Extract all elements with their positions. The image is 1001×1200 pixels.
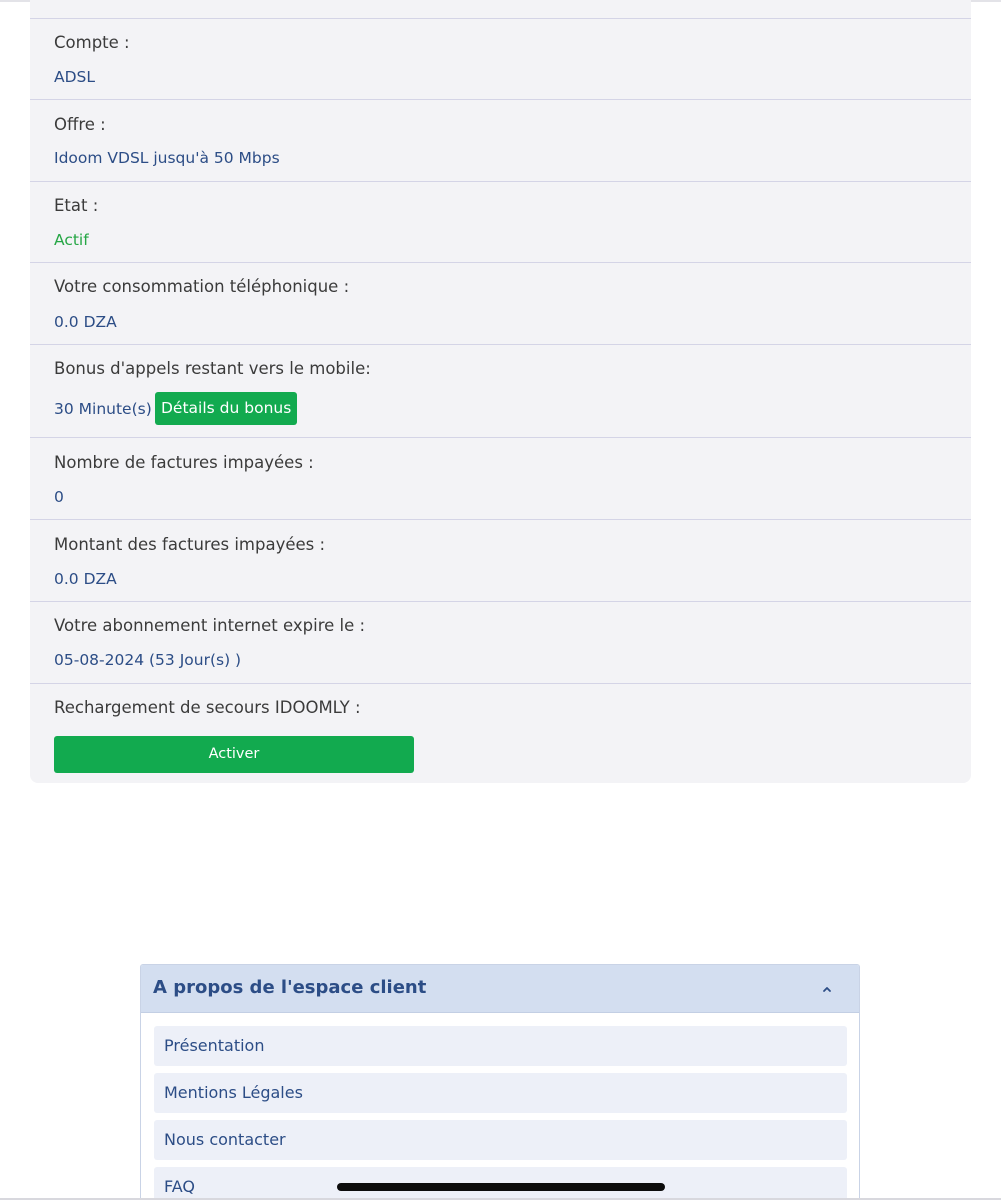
label-factures-montant: Montant des factures impayées : bbox=[54, 535, 326, 554]
about-panel bbox=[140, 964, 860, 1200]
row-etat bbox=[30, 181, 971, 263]
label-factures-count: Nombre de factures impayées : bbox=[54, 453, 314, 472]
label-etat: Etat : bbox=[54, 196, 99, 215]
value-bonus: 30 Minute(s) bbox=[54, 400, 152, 418]
chevron-up-icon[interactable] bbox=[822, 984, 832, 994]
about-item-presentation[interactable] bbox=[154, 1026, 847, 1066]
about-item-label: Mentions Légales bbox=[164, 1083, 303, 1102]
about-item-label: Présentation bbox=[164, 1036, 265, 1055]
row-rechargement bbox=[30, 683, 971, 783]
status-active: Actif bbox=[54, 231, 89, 249]
value-factures-montant: 0.0 DZA bbox=[54, 570, 117, 588]
about-item-label: FAQ bbox=[164, 1177, 195, 1196]
home-indicator[interactable] bbox=[337, 1183, 665, 1191]
row-expiration bbox=[30, 601, 971, 684]
row-bonus bbox=[30, 344, 971, 438]
value-compte: ADSL bbox=[54, 68, 96, 86]
row-compte bbox=[30, 18, 971, 100]
label-offre: Offre : bbox=[54, 115, 106, 134]
about-panel-header[interactable] bbox=[141, 965, 859, 1013]
label-compte: Compte : bbox=[54, 33, 130, 52]
value-expiration: 05-08-2024 (53 Jour(s) ) bbox=[54, 651, 242, 669]
value-consommation: 0.0 DZA bbox=[54, 313, 117, 331]
label-rechargement: Rechargement de secours IDOOMLY : bbox=[54, 698, 361, 717]
about-item-mentions-legales[interactable] bbox=[154, 1073, 847, 1113]
row-consommation bbox=[30, 262, 971, 345]
activate-button[interactable]: Activer bbox=[54, 736, 414, 773]
label-bonus: Bonus d'appels restant vers le mobile: bbox=[54, 359, 371, 378]
value-factures-count: 0 bbox=[54, 488, 64, 506]
label-consommation: Votre consommation téléphonique : bbox=[54, 277, 350, 296]
row-offre bbox=[30, 99, 971, 182]
label-expiration: Votre abonnement internet expire le : bbox=[54, 616, 366, 635]
about-item-label: Nous contacter bbox=[164, 1130, 286, 1149]
bonus-details-button[interactable]: Détails du bonus bbox=[155, 392, 297, 425]
row-factures-montant bbox=[30, 519, 971, 602]
account-info-card bbox=[30, 0, 971, 783]
row-factures-count bbox=[30, 437, 971, 520]
value-offre: Idoom VDSL jusqu'à 50 Mbps bbox=[54, 149, 280, 167]
about-panel-title: A propos de l'espace client bbox=[153, 977, 427, 998]
about-item-nous-contacter[interactable] bbox=[154, 1120, 847, 1160]
